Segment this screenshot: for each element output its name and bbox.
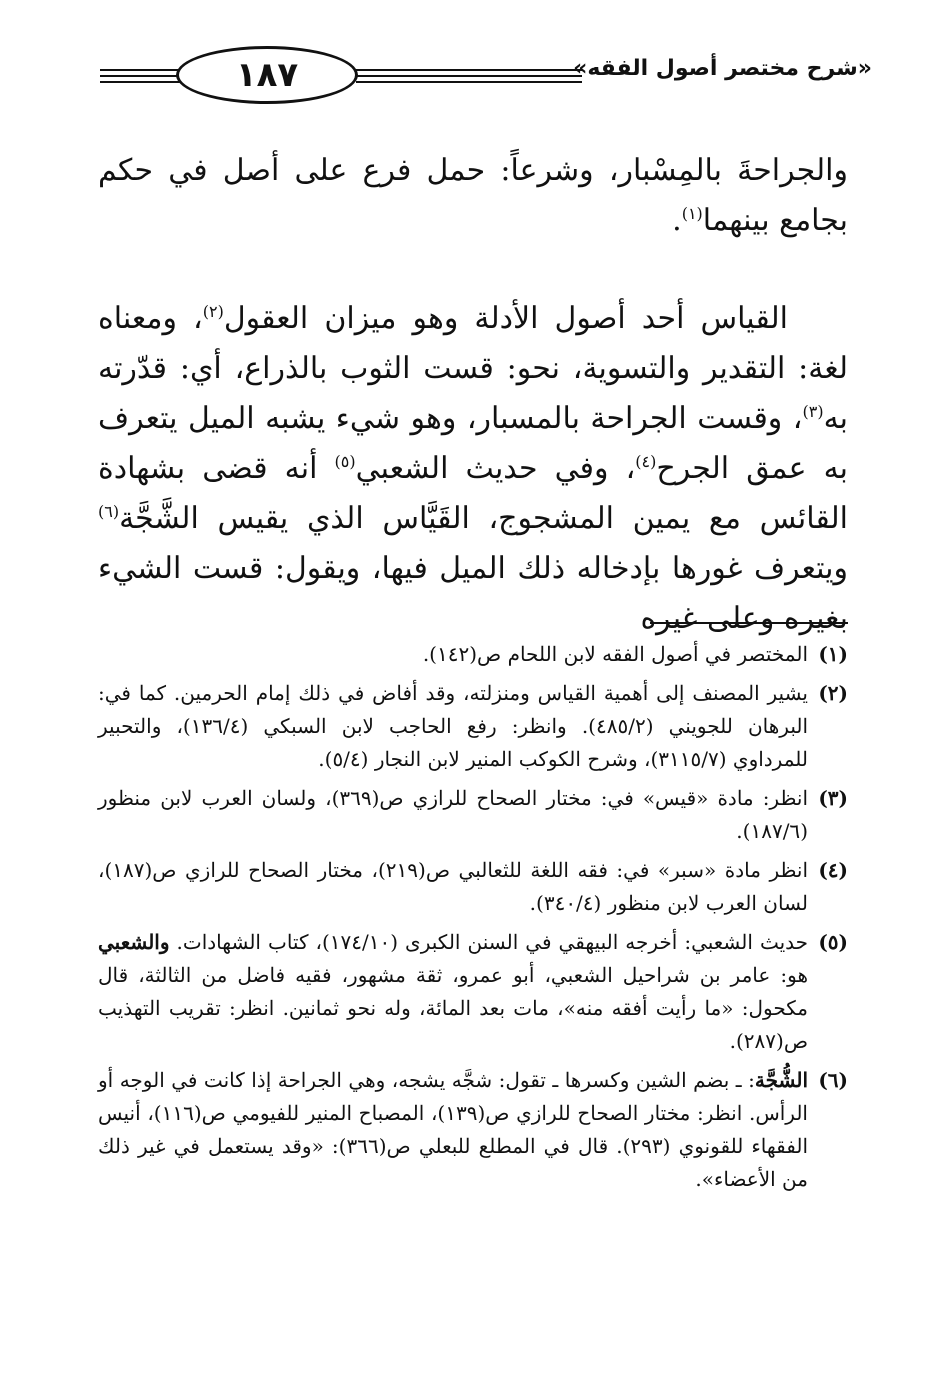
- footnote-ref: (٥): [334, 452, 356, 471]
- header-rule: [100, 81, 188, 83]
- page-header: [92, 44, 872, 106]
- text-segment: أنه قضى بشهادة القائس مع يمين المشجوج، القَيَّاس الذي يقيس الشَّجَّة: [98, 451, 848, 536]
- footnote-item: [98, 782, 848, 848]
- text-segment: حديث الشعبي: أخرجه البيهقي في السنن الكبرى (١٧٤/١٠)، كتاب الشهادات.: [169, 930, 809, 954]
- footnote-text: انظر مادة «سبر» في: فقه اللغة للثعالبي ص(٢١٩)، مختار الصحاح للرازي ص(١٨٧)، لسان العرب لابن منظور (٣٤٠/٤).: [98, 858, 809, 915]
- footnote-number: (٦): [818, 1068, 848, 1092]
- text-segment: ، وقست الجراحة بالمسبار، وهو شيء يشبه الميل يتعرف به عمق الجرح: [98, 401, 848, 486]
- footnote-text: يشير المصنف إلى أهمية القياس ومنزلته، وقد أفاض في ذلك إمام الحرمين. كما في: البرهان للجويني (٤٨٥/٢). وانظر: رفع الحاجب لابن السبكي (١٣٦/٤)، والتحبير للمرداوي (٣١١٥/٧)، وشرح الكوكب المنير لابن النجار (٥/٤).: [98, 681, 809, 771]
- footnote-text: [98, 926, 808, 1058]
- footnote-ref: (٤): [635, 452, 657, 471]
- main-text: [98, 146, 848, 644]
- footnote-number: (١): [818, 642, 848, 666]
- footnote-text: انظر: مادة «قيس» في: مختار الصحاح للرازي ص(٣٦٩)، ولسان العرب لابن منظور (١٨٧/٦).: [98, 786, 808, 843]
- footnote-item: [98, 854, 848, 920]
- footnote-number: (٤): [818, 858, 848, 882]
- text-segment: ويتعرف غورها بإدخاله ذلك الميل فيها، ويقول: قست الشيء بغيره وعلى غيره: [98, 551, 848, 636]
- bold-term: الشُّجَّة: [754, 1068, 808, 1092]
- text-segment: ، ومعناه لغة: التقدير والتسوية، نحو: قست الثوب بالذراع، أي: قدّرته به: [98, 301, 848, 436]
- footnote-ref: (١): [681, 204, 703, 223]
- footnote-ref: (٣): [802, 402, 824, 421]
- footnote-separator: [650, 622, 848, 624]
- header-rule: [100, 69, 188, 71]
- footnote-item: [98, 677, 848, 776]
- footnote-number: (٣): [818, 786, 848, 810]
- text-segment: ، وفي حديث الشعبي: [355, 451, 636, 486]
- bold-term: والشعبي: [98, 930, 170, 954]
- footnote-text: [98, 1064, 808, 1196]
- header-rule: [356, 69, 582, 71]
- text-segment: القياس أحد أصول الأدلة وهو ميزان العقول: [223, 301, 788, 336]
- footnote-ref: (٢): [202, 302, 224, 321]
- header-rule: [100, 75, 188, 77]
- text-segment: والجراحةَ بالمِسْبار، وشرعاً: حمل فرع على أصل في حكم بجامع بينهما: [98, 153, 848, 238]
- text-segment: : ـ بضم الشين وكسرها ـ تقول: شجَّه يشجه، وهي الجراحة إذا كانت في الوجه أو الرأس. انظر: مختار الصحاح للرازي ص(١٣٩)، المصباح المنير للفيومي ص(١١٦)، أنيس الفقهاء للقونوي (٢٩٣). قال في المطلع للبعلي ص(٣٦٦): «وقد يستعمل في غير ذلك من الأعضاء».: [98, 1068, 809, 1191]
- footnote-item: [98, 1064, 848, 1196]
- footnote-number: (٢): [818, 681, 848, 705]
- paragraph: [98, 294, 848, 644]
- header-rule: [356, 81, 582, 83]
- footnote-item: [98, 638, 848, 671]
- page-number: ١٨٧: [176, 46, 358, 104]
- running-title: «شرح مختصر أصول الفقه»: [573, 56, 872, 81]
- footnote-text: المختصر في أصول الفقه لابن اللحام ص(١٤٢).: [422, 642, 808, 666]
- footnote-item: [98, 926, 848, 1058]
- footnotes: [98, 638, 848, 1202]
- paragraph: [98, 146, 848, 246]
- header-rule: [356, 75, 582, 77]
- footnote-ref: (٦): [98, 502, 120, 521]
- footnote-number: (٥): [818, 930, 848, 954]
- text-segment: .: [672, 203, 682, 238]
- text-segment: هو: عامر بن شراحيل الشعبي، أبو عمرو، ثقة مشهور، فقيه فاضل من الثالثة، قال مكحول: «ما رأيت أفقه منه»، مات بعد المائة، وله نحو ثمانين. انظر: تقريب التهذيب ص(٢٨٧).: [98, 963, 808, 1053]
